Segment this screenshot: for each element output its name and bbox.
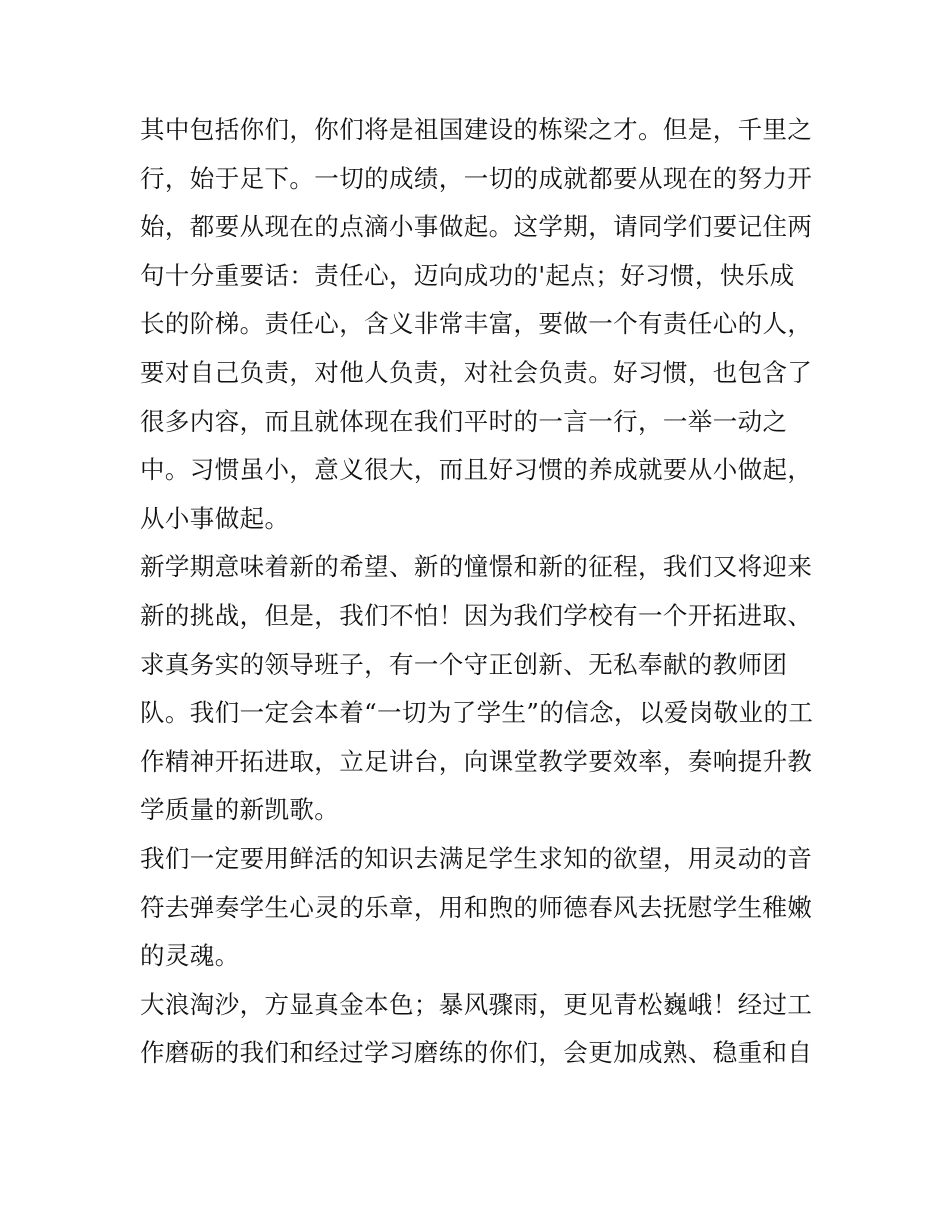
text-line: 我们一定要用鲜活的知识去满足学生求知的欲望，用灵动的音 (140, 843, 813, 873)
paragraph-2 (140, 543, 820, 835)
text-line: 队。我们一定会本着“一切为了学生”的信念，以爱岗敬业的工 (140, 698, 814, 728)
paragraph-1 (140, 106, 820, 543)
text-line: 行，始于足下。一切的成绩，一切的成就都要从现在的努力开 (140, 163, 813, 193)
text-line: 其中包括你们，你们将是祖国建设的栋梁之才。但是，千里之 (140, 115, 813, 144)
text-line: 新学期意味着新的希望、新的憧憬和新的征程，我们又将迎来 (140, 552, 813, 582)
text-line: 中。习惯虽小，意义很大，而且好习惯的养成就要从小做起， (140, 455, 813, 485)
text-line: 很多内容，而且就体现在我们平时的一言一行，一举一动之 (140, 406, 788, 436)
text-line: 符去弹奏学生心灵的乐章，用和煦的师德春风去抚慰学生稚嫩 (140, 892, 813, 922)
text-line: 作磨砺的我们和经过学习磨练的你们，会更加成熟、稳重和自 (140, 1038, 813, 1068)
text-line: 长的阶梯。责任心，含义非常丰富，要做一个有责任心的人， (140, 309, 813, 339)
document-body (140, 106, 820, 1078)
paragraph-4 (140, 981, 820, 1078)
text-line: 从小事做起。 (140, 503, 290, 533)
text-line: 作精神开拓进取，立足讲台，向课堂教学要效率，奏响提升教 (140, 746, 813, 776)
text-line: 新的挑战，但是，我们不怕！因为我们学校有一个开拓进取、 (140, 600, 813, 630)
text-line: 的灵魂。 (140, 941, 240, 971)
text-line: 求真务实的领导班子，有一个守正创新、无私奉献的教师团 (140, 649, 788, 679)
text-line: 大浪淘沙，方显真金本色；暴风骤雨，更见青松巍峨！经过工 (140, 989, 813, 1019)
paragraph-3 (140, 835, 820, 981)
text-line: 句十分重要话：责任心，迈向成功的'起点；好习惯，快乐成 (140, 260, 795, 290)
text-line: 始，都要从现在的点滴小事做起。这学期，请同学们要记住两 (140, 212, 813, 242)
text-line: 要对自己负责，对他人负责，对社会负责。好习惯，也包含了 (140, 357, 813, 387)
text-line: 学质量的新凯歌。 (140, 795, 340, 825)
